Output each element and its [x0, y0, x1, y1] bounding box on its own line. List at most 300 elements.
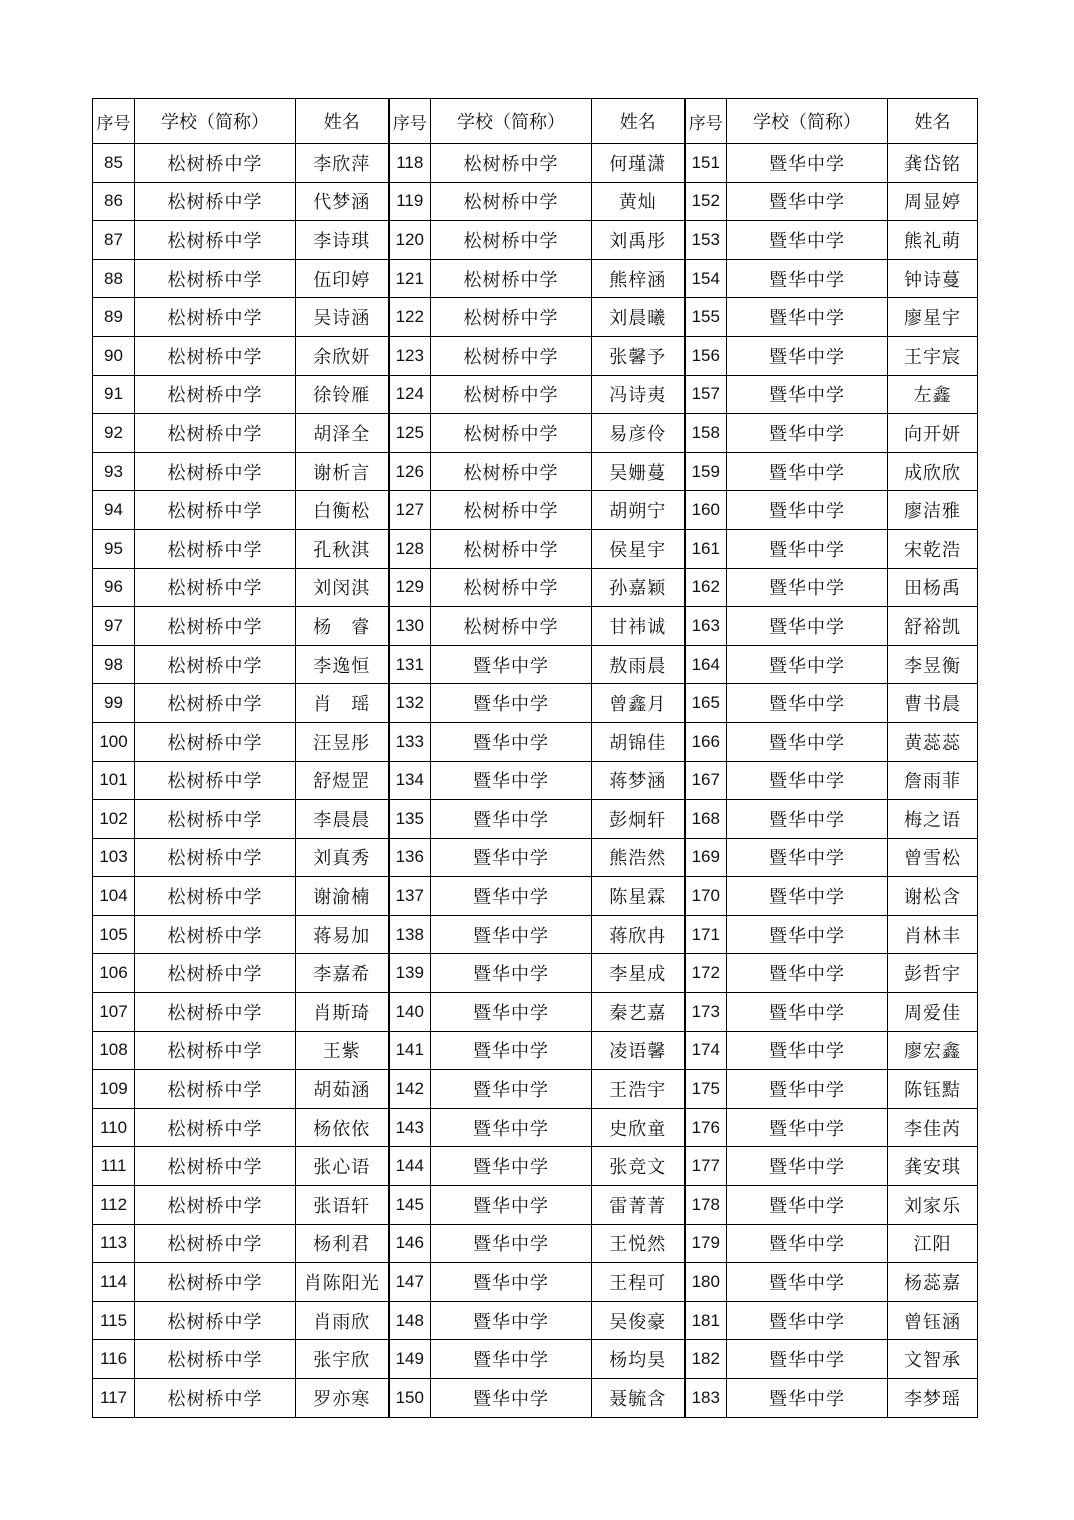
- cell-name: 聂毓含: [592, 1379, 685, 1418]
- cell-school: 暨华中学: [727, 1108, 888, 1147]
- cell-name: 梅之语: [888, 800, 978, 839]
- cell-seq: 183: [685, 1379, 727, 1418]
- cell-name: 舒裕凯: [888, 607, 978, 646]
- cell-seq: 123: [389, 336, 431, 375]
- cell-seq: 124: [389, 375, 431, 414]
- cell-name: 杨 睿: [296, 607, 389, 646]
- cell-seq: 155: [685, 298, 727, 337]
- cell-seq: 166: [685, 722, 727, 761]
- cell-name: 李佳芮: [888, 1108, 978, 1147]
- cell-seq: 177: [685, 1147, 727, 1186]
- cell-school: 松树桥中学: [431, 221, 592, 260]
- cell-seq: 182: [685, 1340, 727, 1379]
- header-seq-2: 序号: [389, 99, 431, 144]
- cell-name: 王紫: [296, 1031, 389, 1070]
- cell-school: 暨华中学: [431, 1263, 592, 1302]
- cell-school: 暨华中学: [431, 954, 592, 993]
- cell-school: 暨华中学: [431, 1070, 592, 1109]
- student-roster-table: [92, 98, 978, 1418]
- cell-seq: 132: [389, 684, 431, 723]
- cell-name: 凌语馨: [592, 1031, 685, 1070]
- cell-name: 蒋梦涵: [592, 761, 685, 800]
- cell-seq: 145: [389, 1186, 431, 1225]
- cell-seq: 86: [93, 182, 135, 221]
- cell-seq: 101: [93, 761, 135, 800]
- cell-school: 暨华中学: [727, 491, 888, 530]
- cell-seq: 163: [685, 607, 727, 646]
- table-row: [93, 684, 978, 723]
- cell-name: 钟诗蔓: [888, 259, 978, 298]
- cell-name: 张语轩: [296, 1186, 389, 1225]
- cell-name: 蒋易加: [296, 915, 389, 954]
- table-row: [93, 375, 978, 414]
- cell-school: 暨华中学: [727, 1070, 888, 1109]
- cell-name: 成欣欣: [888, 452, 978, 491]
- cell-school: 松树桥中学: [135, 1340, 296, 1379]
- cell-name: 李逸恒: [296, 645, 389, 684]
- cell-name: 刘家乐: [888, 1186, 978, 1225]
- cell-school: 暨华中学: [727, 954, 888, 993]
- cell-name: 熊礼萌: [888, 221, 978, 260]
- cell-name: 陈钰黠: [888, 1070, 978, 1109]
- cell-name: 熊梓涵: [592, 259, 685, 298]
- cell-name: 陈星霖: [592, 877, 685, 916]
- cell-seq: 139: [389, 954, 431, 993]
- cell-seq: 115: [93, 1301, 135, 1340]
- cell-school: 暨华中学: [727, 221, 888, 260]
- cell-seq: 116: [93, 1340, 135, 1379]
- cell-school: 松树桥中学: [135, 568, 296, 607]
- cell-name: 杨蕊嘉: [888, 1263, 978, 1302]
- cell-name: 曾鑫月: [592, 684, 685, 723]
- cell-school: 松树桥中学: [135, 877, 296, 916]
- cell-school: 暨华中学: [431, 761, 592, 800]
- cell-school: 暨华中学: [727, 1340, 888, 1379]
- cell-seq: 181: [685, 1301, 727, 1340]
- cell-name: 胡泽全: [296, 414, 389, 453]
- cell-school: 松树桥中学: [135, 375, 296, 414]
- cell-school: 松树桥中学: [135, 993, 296, 1032]
- table-row: [93, 915, 978, 954]
- cell-seq: 121: [389, 259, 431, 298]
- cell-school: 松树桥中学: [431, 259, 592, 298]
- cell-name: 王浩宇: [592, 1070, 685, 1109]
- cell-seq: 157: [685, 375, 727, 414]
- cell-name: 李晨晨: [296, 800, 389, 839]
- cell-seq: 131: [389, 645, 431, 684]
- cell-seq: 160: [685, 491, 727, 530]
- cell-name: 吴俊豪: [592, 1301, 685, 1340]
- cell-name: 史欣童: [592, 1108, 685, 1147]
- cell-school: 暨华中学: [431, 915, 592, 954]
- cell-name: 秦艺嘉: [592, 993, 685, 1032]
- header-school-1: 学校（简称）: [135, 99, 296, 144]
- cell-name: 彭炯轩: [592, 800, 685, 839]
- cell-school: 暨华中学: [727, 1186, 888, 1225]
- cell-seq: 107: [93, 993, 135, 1032]
- cell-seq: 126: [389, 452, 431, 491]
- cell-seq: 179: [685, 1224, 727, 1263]
- cell-seq: 114: [93, 1263, 135, 1302]
- cell-school: 松树桥中学: [135, 1147, 296, 1186]
- table-row: [93, 1340, 978, 1379]
- cell-school: 松树桥中学: [431, 298, 592, 337]
- cell-school: 暨华中学: [431, 1031, 592, 1070]
- cell-school: 松树桥中学: [135, 298, 296, 337]
- cell-name: 张心语: [296, 1147, 389, 1186]
- table-row: [93, 568, 978, 607]
- cell-school: 暨华中学: [431, 1301, 592, 1340]
- cell-name: 田杨禹: [888, 568, 978, 607]
- table-row: [93, 838, 978, 877]
- table-row: [93, 529, 978, 568]
- cell-school: 松树桥中学: [135, 1224, 296, 1263]
- cell-school: 松树桥中学: [431, 568, 592, 607]
- cell-seq: 119: [389, 182, 431, 221]
- cell-name: 雷菁菁: [592, 1186, 685, 1225]
- cell-seq: 105: [93, 915, 135, 954]
- cell-school: 暨华中学: [727, 529, 888, 568]
- cell-school: 暨华中学: [727, 452, 888, 491]
- header-name-3: 姓名: [888, 99, 978, 144]
- cell-seq: 142: [389, 1070, 431, 1109]
- header-name-1: 姓名: [296, 99, 389, 144]
- cell-seq: 162: [685, 568, 727, 607]
- table-row: [93, 645, 978, 684]
- cell-school: 暨华中学: [431, 838, 592, 877]
- cell-name: 侯星宇: [592, 529, 685, 568]
- cell-school: 松树桥中学: [431, 375, 592, 414]
- cell-seq: 150: [389, 1379, 431, 1418]
- cell-name: 李星成: [592, 954, 685, 993]
- cell-seq: 164: [685, 645, 727, 684]
- cell-school: 暨华中学: [727, 800, 888, 839]
- cell-seq: 120: [389, 221, 431, 260]
- cell-school: 松树桥中学: [135, 1031, 296, 1070]
- cell-seq: 92: [93, 414, 135, 453]
- cell-seq: 176: [685, 1108, 727, 1147]
- cell-school: 松树桥中学: [431, 144, 592, 183]
- cell-seq: 167: [685, 761, 727, 800]
- cell-school: 暨华中学: [727, 1224, 888, 1263]
- cell-seq: 110: [93, 1108, 135, 1147]
- cell-seq: 94: [93, 491, 135, 530]
- cell-name: 杨利君: [296, 1224, 389, 1263]
- cell-seq: 93: [93, 452, 135, 491]
- cell-seq: 144: [389, 1147, 431, 1186]
- cell-name: 龚安琪: [888, 1147, 978, 1186]
- cell-seq: 146: [389, 1224, 431, 1263]
- cell-name: 汪昱彤: [296, 722, 389, 761]
- cell-seq: 138: [389, 915, 431, 954]
- cell-name: 谢渝楠: [296, 877, 389, 916]
- cell-name: 詹雨菲: [888, 761, 978, 800]
- cell-school: 暨华中学: [727, 259, 888, 298]
- cell-school: 松树桥中学: [431, 529, 592, 568]
- cell-seq: 91: [93, 375, 135, 414]
- cell-school: 暨华中学: [727, 761, 888, 800]
- cell-school: 松树桥中学: [431, 607, 592, 646]
- cell-seq: 170: [685, 877, 727, 916]
- cell-name: 廖宏鑫: [888, 1031, 978, 1070]
- cell-seq: 90: [93, 336, 135, 375]
- cell-name: 李诗琪: [296, 221, 389, 260]
- cell-name: 何瑾潇: [592, 144, 685, 183]
- cell-school: 暨华中学: [431, 1340, 592, 1379]
- cell-name: 王程可: [592, 1263, 685, 1302]
- cell-school: 松树桥中学: [431, 452, 592, 491]
- cell-school: 暨华中学: [727, 607, 888, 646]
- cell-name: 张馨予: [592, 336, 685, 375]
- cell-name: 张宇欣: [296, 1340, 389, 1379]
- cell-school: 暨华中学: [727, 993, 888, 1032]
- header-seq-1: 序号: [93, 99, 135, 144]
- table-row: [93, 800, 978, 839]
- table-body: [93, 144, 978, 1418]
- cell-name: 肖林丰: [888, 915, 978, 954]
- header-school-3: 学校（简称）: [727, 99, 888, 144]
- cell-name: 敖雨晨: [592, 645, 685, 684]
- cell-seq: 171: [685, 915, 727, 954]
- cell-seq: 172: [685, 954, 727, 993]
- cell-name: 李欣萍: [296, 144, 389, 183]
- table-row: [93, 993, 978, 1032]
- cell-school: 暨华中学: [727, 1147, 888, 1186]
- cell-school: 暨华中学: [431, 1147, 592, 1186]
- cell-name: 李嘉希: [296, 954, 389, 993]
- table-row: [93, 877, 978, 916]
- cell-name: 文智承: [888, 1340, 978, 1379]
- cell-seq: 100: [93, 722, 135, 761]
- cell-school: 松树桥中学: [135, 954, 296, 993]
- cell-seq: 143: [389, 1108, 431, 1147]
- cell-name: 龚岱铭: [888, 144, 978, 183]
- cell-name: 肖斯琦: [296, 993, 389, 1032]
- cell-seq: 130: [389, 607, 431, 646]
- cell-school: 松树桥中学: [431, 182, 592, 221]
- cell-school: 暨华中学: [727, 684, 888, 723]
- cell-seq: 134: [389, 761, 431, 800]
- cell-school: 松树桥中学: [135, 1070, 296, 1109]
- cell-seq: 111: [93, 1147, 135, 1186]
- cell-seq: 137: [389, 877, 431, 916]
- cell-school: 暨华中学: [727, 1379, 888, 1418]
- cell-school: 松树桥中学: [135, 452, 296, 491]
- cell-seq: 102: [93, 800, 135, 839]
- cell-name: 伍印婷: [296, 259, 389, 298]
- cell-school: 暨华中学: [431, 1186, 592, 1225]
- cell-name: 肖陈阳光: [296, 1263, 389, 1302]
- cell-school: 松树桥中学: [431, 336, 592, 375]
- cell-seq: 154: [685, 259, 727, 298]
- cell-school: 暨华中学: [727, 1301, 888, 1340]
- cell-name: 李梦瑶: [888, 1379, 978, 1418]
- header-name-2: 姓名: [592, 99, 685, 144]
- cell-school: 松树桥中学: [135, 336, 296, 375]
- cell-name: 曾雪松: [888, 838, 978, 877]
- cell-seq: 87: [93, 221, 135, 260]
- table-row: [93, 722, 978, 761]
- table-row: [93, 182, 978, 221]
- cell-school: 暨华中学: [727, 915, 888, 954]
- cell-name: 易彦伶: [592, 414, 685, 453]
- cell-name: 孙嘉颖: [592, 568, 685, 607]
- cell-school: 松树桥中学: [135, 414, 296, 453]
- cell-seq: 161: [685, 529, 727, 568]
- cell-name: 左鑫: [888, 375, 978, 414]
- table-row: [93, 1224, 978, 1263]
- cell-school: 暨华中学: [727, 1031, 888, 1070]
- header-school-2: 学校（简称）: [431, 99, 592, 144]
- cell-school: 松树桥中学: [135, 221, 296, 260]
- cell-seq: 153: [685, 221, 727, 260]
- cell-name: 刘闵淇: [296, 568, 389, 607]
- table-row: [93, 491, 978, 530]
- cell-name: 甘祎诚: [592, 607, 685, 646]
- cell-name: 肖雨欣: [296, 1301, 389, 1340]
- cell-name: 冯诗夷: [592, 375, 685, 414]
- cell-seq: 88: [93, 259, 135, 298]
- table-row: [93, 1301, 978, 1340]
- cell-school: 松树桥中学: [135, 144, 296, 183]
- cell-school: 松树桥中学: [135, 1301, 296, 1340]
- cell-name: 曾钰涵: [888, 1301, 978, 1340]
- cell-seq: 140: [389, 993, 431, 1032]
- cell-school: 松树桥中学: [135, 1108, 296, 1147]
- cell-school: 松树桥中学: [135, 491, 296, 530]
- cell-school: 暨华中学: [727, 414, 888, 453]
- cell-school: 暨华中学: [727, 1263, 888, 1302]
- cell-seq: 85: [93, 144, 135, 183]
- table-row: [93, 298, 978, 337]
- cell-school: 松树桥中学: [431, 414, 592, 453]
- cell-school: 松树桥中学: [135, 1379, 296, 1418]
- cell-name: 蒋欣冉: [592, 915, 685, 954]
- cell-school: 松树桥中学: [135, 800, 296, 839]
- cell-seq: 128: [389, 529, 431, 568]
- cell-school: 暨华中学: [727, 838, 888, 877]
- cell-name: 彭哲宇: [888, 954, 978, 993]
- cell-school: 暨华中学: [431, 993, 592, 1032]
- cell-seq: 103: [93, 838, 135, 877]
- cell-school: 暨华中学: [727, 645, 888, 684]
- cell-name: 廖星宇: [888, 298, 978, 337]
- cell-seq: 129: [389, 568, 431, 607]
- cell-seq: 147: [389, 1263, 431, 1302]
- cell-seq: 117: [93, 1379, 135, 1418]
- cell-seq: 108: [93, 1031, 135, 1070]
- table-row: [93, 414, 978, 453]
- cell-name: 舒煜罡: [296, 761, 389, 800]
- cell-school: 暨华中学: [727, 877, 888, 916]
- cell-school: 暨华中学: [431, 1224, 592, 1263]
- cell-school: 暨华中学: [727, 298, 888, 337]
- cell-school: 暨华中学: [727, 375, 888, 414]
- table-row: [93, 1070, 978, 1109]
- table-row: [93, 259, 978, 298]
- cell-name: 代梦涵: [296, 182, 389, 221]
- cell-seq: 99: [93, 684, 135, 723]
- cell-name: 宋乾浩: [888, 529, 978, 568]
- cell-name: 白衡松: [296, 491, 389, 530]
- cell-name: 谢析言: [296, 452, 389, 491]
- table-row: [93, 452, 978, 491]
- cell-name: 王宇宸: [888, 336, 978, 375]
- cell-name: 黄蕊蕊: [888, 722, 978, 761]
- cell-name: 徐铃雁: [296, 375, 389, 414]
- table-row: [93, 221, 978, 260]
- cell-school: 暨华中学: [727, 336, 888, 375]
- cell-seq: 104: [93, 877, 135, 916]
- table-row: [93, 1263, 978, 1302]
- table-row: [93, 1186, 978, 1225]
- table-row: [93, 1379, 978, 1418]
- cell-name: 余欣妍: [296, 336, 389, 375]
- cell-name: 吴姗蔓: [592, 452, 685, 491]
- cell-seq: 89: [93, 298, 135, 337]
- cell-name: 胡锦佳: [592, 722, 685, 761]
- cell-seq: 159: [685, 452, 727, 491]
- cell-seq: 165: [685, 684, 727, 723]
- cell-school: 暨华中学: [727, 182, 888, 221]
- cell-seq: 133: [389, 722, 431, 761]
- cell-seq: 136: [389, 838, 431, 877]
- table-row: [93, 1108, 978, 1147]
- cell-name: 肖 瑶: [296, 684, 389, 723]
- cell-school: 暨华中学: [431, 1379, 592, 1418]
- cell-school: 松树桥中学: [135, 182, 296, 221]
- cell-seq: 96: [93, 568, 135, 607]
- cell-school: 暨华中学: [727, 722, 888, 761]
- cell-name: 罗亦寒: [296, 1379, 389, 1418]
- cell-school: 暨华中学: [727, 568, 888, 607]
- table-row: [93, 336, 978, 375]
- cell-seq: 97: [93, 607, 135, 646]
- cell-seq: 95: [93, 529, 135, 568]
- cell-name: 江阳: [888, 1224, 978, 1263]
- cell-name: 杨均昊: [592, 1340, 685, 1379]
- cell-school: 松树桥中学: [135, 915, 296, 954]
- cell-name: 熊浩然: [592, 838, 685, 877]
- cell-name: 刘晨曦: [592, 298, 685, 337]
- cell-name: 李昱衡: [888, 645, 978, 684]
- cell-school: 松树桥中学: [135, 722, 296, 761]
- cell-seq: 113: [93, 1224, 135, 1263]
- cell-seq: 151: [685, 144, 727, 183]
- cell-seq: 180: [685, 1263, 727, 1302]
- cell-school: 暨华中学: [431, 684, 592, 723]
- cell-school: 松树桥中学: [135, 607, 296, 646]
- cell-seq: 152: [685, 182, 727, 221]
- cell-seq: 169: [685, 838, 727, 877]
- cell-school: 松树桥中学: [431, 491, 592, 530]
- cell-school: 松树桥中学: [135, 645, 296, 684]
- cell-seq: 156: [685, 336, 727, 375]
- cell-name: 张竞文: [592, 1147, 685, 1186]
- cell-name: 胡茹涵: [296, 1070, 389, 1109]
- cell-school: 暨华中学: [727, 144, 888, 183]
- table-row: [93, 144, 978, 183]
- cell-school: 松树桥中学: [135, 838, 296, 877]
- table-row: [93, 1147, 978, 1186]
- table-row: [93, 607, 978, 646]
- cell-seq: 149: [389, 1340, 431, 1379]
- cell-seq: 141: [389, 1031, 431, 1070]
- cell-seq: 174: [685, 1031, 727, 1070]
- table-header-row: [93, 99, 978, 144]
- cell-school: 暨华中学: [431, 645, 592, 684]
- cell-school: 暨华中学: [431, 1108, 592, 1147]
